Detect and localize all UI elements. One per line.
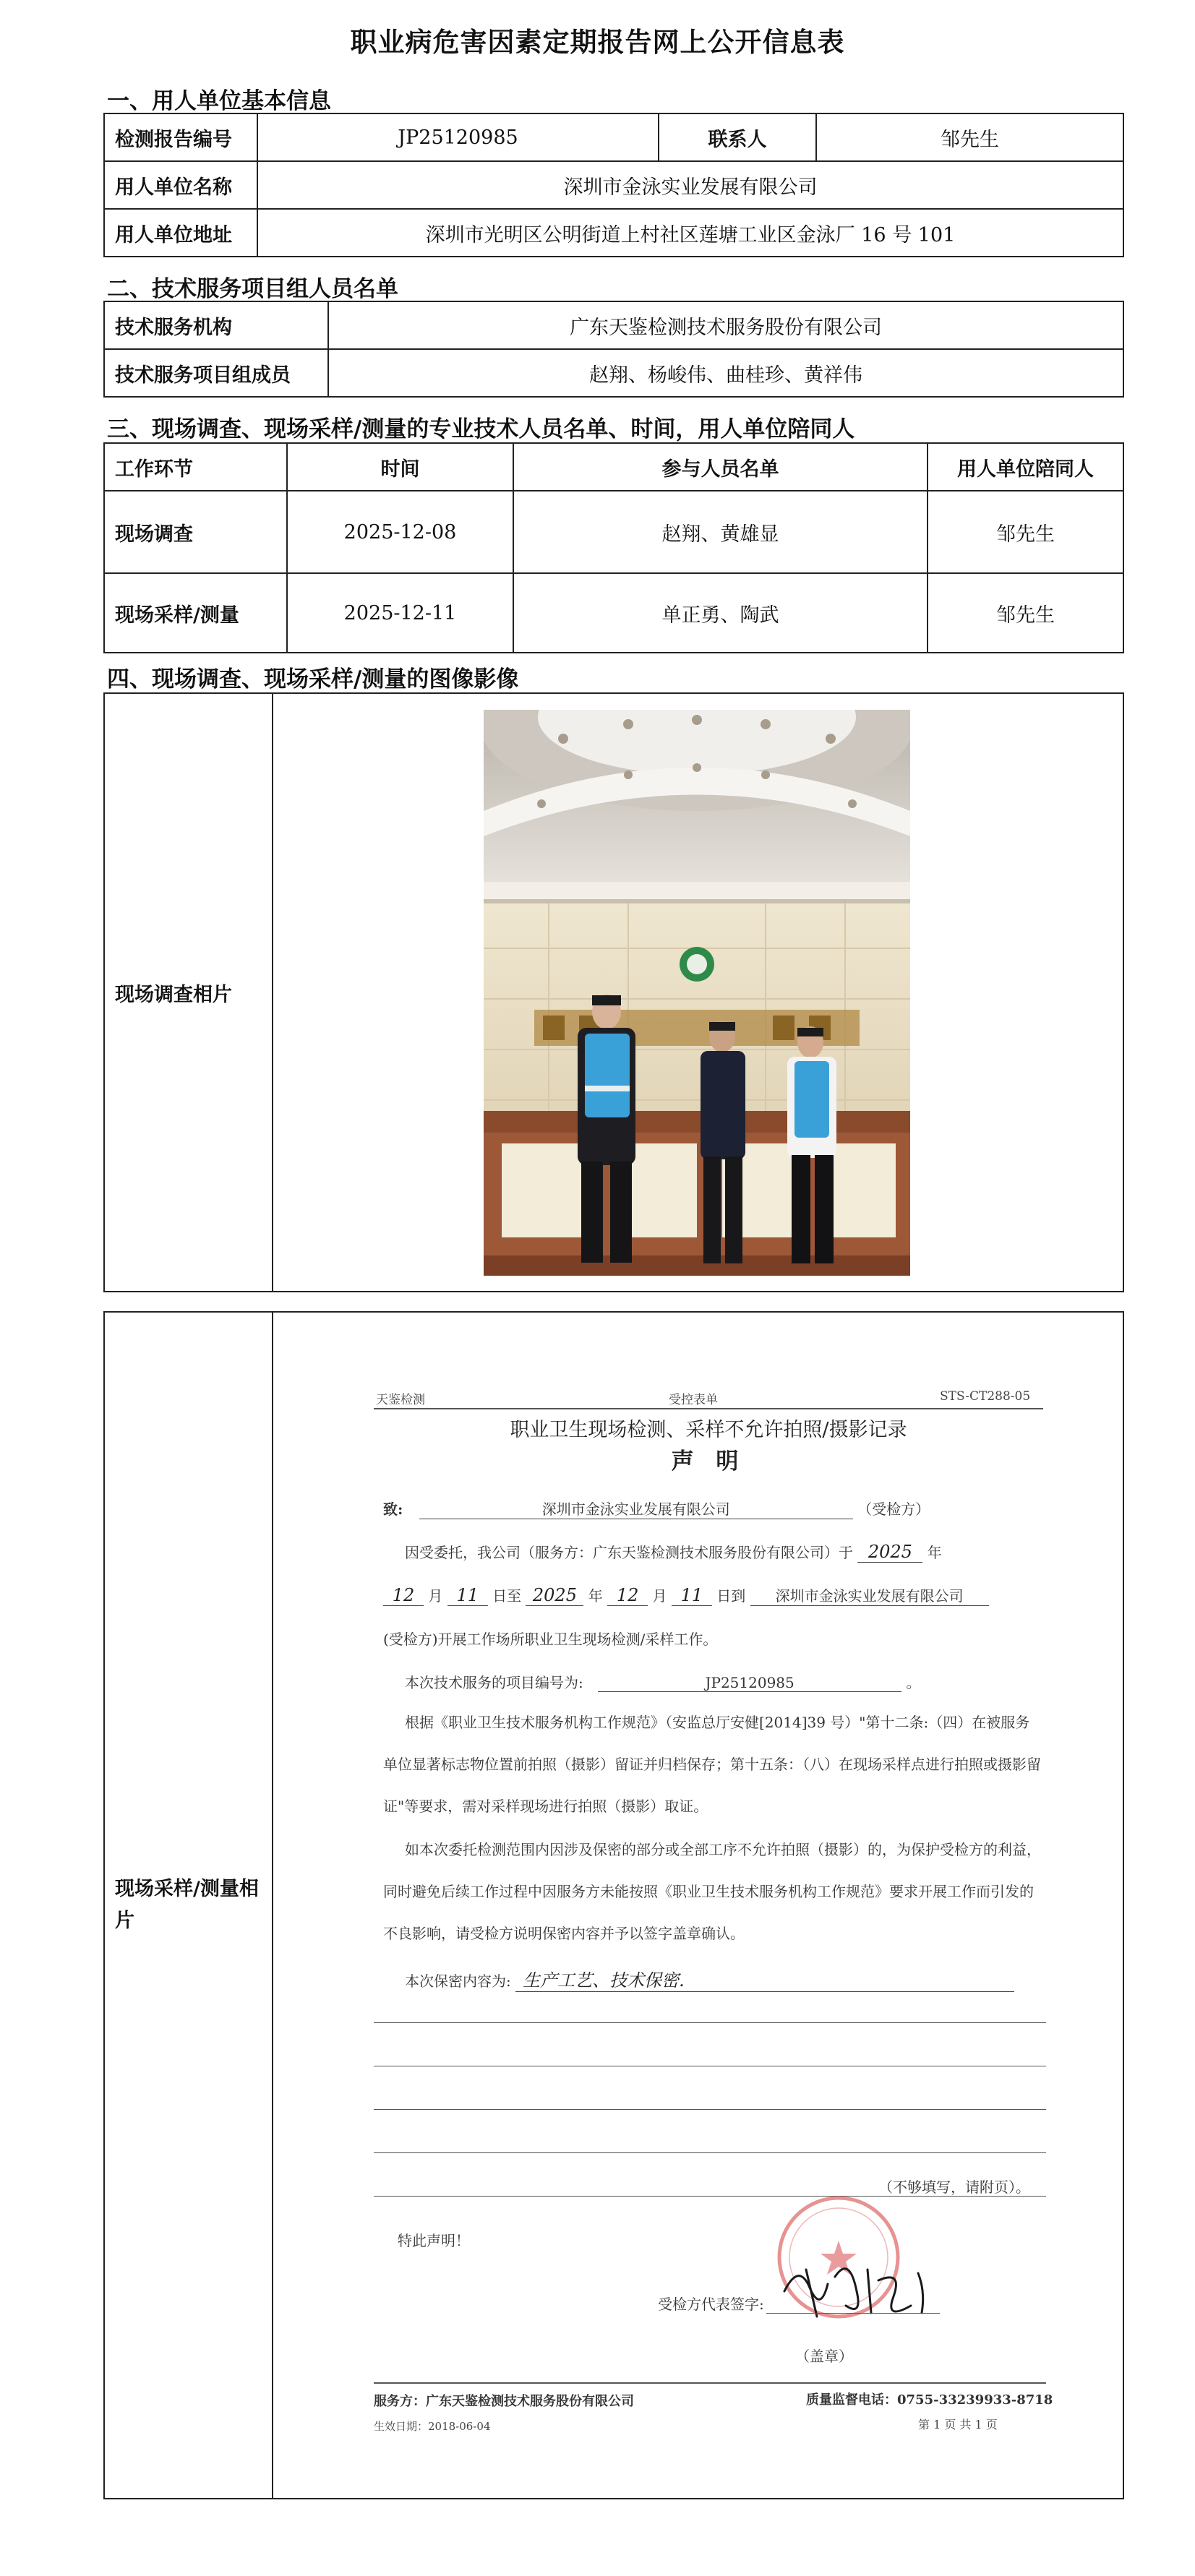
p1-rizhi: 日至 — [492, 1587, 522, 1605]
to-value: 深圳市金泳实业发展有限公司 — [419, 1498, 853, 1519]
stage-cell: 现场调查 — [104, 491, 287, 573]
to-suffix: （受检方） — [857, 1500, 930, 1518]
p5-label: 本次保密内容为: — [405, 1972, 511, 1990]
handwritten-signature — [777, 2248, 943, 2327]
contact-value: 邹先生 — [816, 113, 1123, 161]
report-no-label: 检测报告编号 — [104, 113, 257, 161]
p1-ridao: 日到 — [716, 1587, 746, 1605]
p1-month1: 12 — [383, 1585, 424, 1606]
form-subtitle: 声 明 — [671, 1448, 746, 1474]
blank-line — [374, 2152, 1046, 2153]
date-cell: 2025-12-11 — [287, 573, 513, 653]
form-header-right: STS-CT288-05 — [940, 1389, 1031, 1404]
stage-cell: 现场采样/测量 — [104, 573, 287, 653]
footer-rule — [374, 2382, 1046, 2384]
form-p4: 如本次委托检测范围内因涉及保密的部分或全部工序不允许拍照（摄影）的，为保护受检方的利益，同时避免后续工作过程中因服务方未能按照《职业卫生技术服务机构工作规范》要求开展工作而引发的不良影响，请受检方说明保密内容并予以签字盖章确认。 — [383, 1841, 1041, 1942]
schedule-table — [103, 442, 1124, 653]
blank-line — [374, 2109, 1046, 2110]
escort-cell: 邹先生 — [928, 573, 1123, 653]
team-table — [103, 301, 1124, 398]
unit-name-value: 深圳市金泳实业发展有限公司 — [257, 161, 1123, 209]
form-p2-line — [405, 1671, 920, 1692]
not-enough-note: （不够填写，请附页）。 — [878, 2178, 1030, 2196]
p1-day1: 11 — [447, 1585, 488, 1606]
declaration-form — [361, 1381, 1053, 2472]
unit-address-value: 深圳市光明区公明街道上村社区莲塘工业区金泳厂 16 号 101 — [257, 209, 1123, 257]
p1-day2: 11 — [672, 1585, 712, 1606]
col-date-header: 时间 — [287, 443, 513, 491]
site-survey-photo — [484, 710, 910, 1276]
footer-right: 质量监督电话：0755-33239933-8718 — [806, 2392, 1053, 2408]
p1-year2: 2025 — [526, 1585, 583, 1606]
form-header-rule — [374, 1408, 1043, 1409]
p1-yue: 月 — [428, 1587, 443, 1605]
p1-yue-2: 月 — [652, 1587, 667, 1605]
members-value: 赵翔、杨峻伟、曲桂珍、黄祥伟 — [328, 349, 1123, 397]
col-stage-header: 工作环节 — [104, 443, 287, 491]
effective-date: 生效日期：2018-06-04 — [374, 2420, 491, 2433]
sampling-photo-label: 现场采样/测量相片 — [104, 1312, 273, 2499]
form-title: 职业卫生现场检测、采样不允许拍照/摄影记录 — [510, 1419, 907, 1441]
special-statement: 特此声明！ — [398, 2232, 470, 2249]
basic-info-table — [103, 113, 1124, 257]
contact-label: 联系人 — [659, 113, 816, 161]
report-no-value: JP25120985 — [257, 113, 659, 161]
escort-cell: 邹先生 — [928, 491, 1123, 573]
people-cell: 单正勇、陶武 — [513, 573, 928, 653]
blank-line — [374, 2022, 1046, 2023]
signature-line — [766, 2313, 940, 2314]
agency-value: 广东天鉴检测技术服务股份有限公司 — [328, 301, 1123, 349]
date-cell: 2025-12-08 — [287, 491, 513, 573]
agency-label: 技术服务机构 — [104, 301, 328, 349]
col-escort-header: 用人单位陪同人 — [928, 443, 1123, 491]
col-people-header: 参与人员名单 — [513, 443, 928, 491]
p1-nian-2: 年 — [588, 1587, 603, 1605]
section4-heading: 四、现场调查、现场采样/测量的图像影像 — [107, 666, 519, 692]
p5-value: 生产工艺、技术保密. — [515, 1966, 1014, 1992]
p1-year1: 2025 — [857, 1542, 922, 1563]
page-info: 第 1 页 共 1 页 — [918, 2418, 998, 2431]
p1-nian: 年 — [927, 1544, 942, 1561]
sign-label: 受检方代表签字: — [658, 2296, 764, 2313]
to-label: 致: — [383, 1500, 403, 1518]
seal-note: （盖章） — [795, 2348, 853, 2365]
unit-name-label: 用人单位名称 — [104, 161, 257, 209]
p1-company: 深圳市金泳实业发展有限公司 — [750, 1584, 989, 1606]
section3-heading: 三、现场调查、现场采样/测量的专业技术人员名单、时间，用人单位陪同人 — [107, 416, 855, 442]
page-title: 职业病危害因素定期报告网上公开信息表 — [350, 27, 845, 58]
form-header-mid: 受控表单 — [669, 1393, 718, 1407]
footer-left: 服务方：广东天鉴检测技术服务股份有限公司 — [374, 2394, 634, 2409]
p1-text: 因受委托，我公司（服务方：广东天鉴检测技术服务股份有限公司）于 — [405, 1544, 853, 1561]
form-p1-line3: (受检方)开展工作场所职业卫生现场检测/采样工作。 — [383, 1631, 718, 1648]
table-row — [104, 573, 1123, 653]
unit-address-label: 用人单位地址 — [104, 209, 257, 257]
form-header-left: 天鉴检测 — [376, 1393, 425, 1407]
table-row — [104, 491, 1123, 573]
form-to-line — [383, 1498, 930, 1519]
section2-heading: 二、技术服务项目组人员名单 — [107, 276, 398, 302]
form-p3: 根据《职业卫生技术服务机构工作规范》（安监总厅安健[2014]39 号）"第十二条:（四）在被服务单位显著标志物位置前拍照（摄影）留证并归档保存；第十五条：（八）在现场采样点进行拍照或摄影留证"等要求，需对采样现场进行拍照（摄影）取证。 — [383, 1714, 1041, 1815]
members-label: 技术服务项目组成员 — [104, 349, 328, 397]
people-cell: 赵翔、黄雄显 — [513, 491, 928, 573]
p2-label: 本次技术服务的项目编号为: — [405, 1674, 583, 1691]
section1-heading: 一、用人单位基本信息 — [107, 88, 331, 114]
p2-end: 。 — [906, 1674, 921, 1691]
survey-photo-label: 现场调查相片 — [104, 693, 273, 1292]
form-p5-line — [405, 1966, 1014, 1992]
p1-month2: 12 — [607, 1585, 648, 1606]
form-p1-line2 — [383, 1584, 989, 1606]
form-p1-line1 — [405, 1541, 942, 1563]
p2-value: JP25120985 — [598, 1674, 901, 1692]
